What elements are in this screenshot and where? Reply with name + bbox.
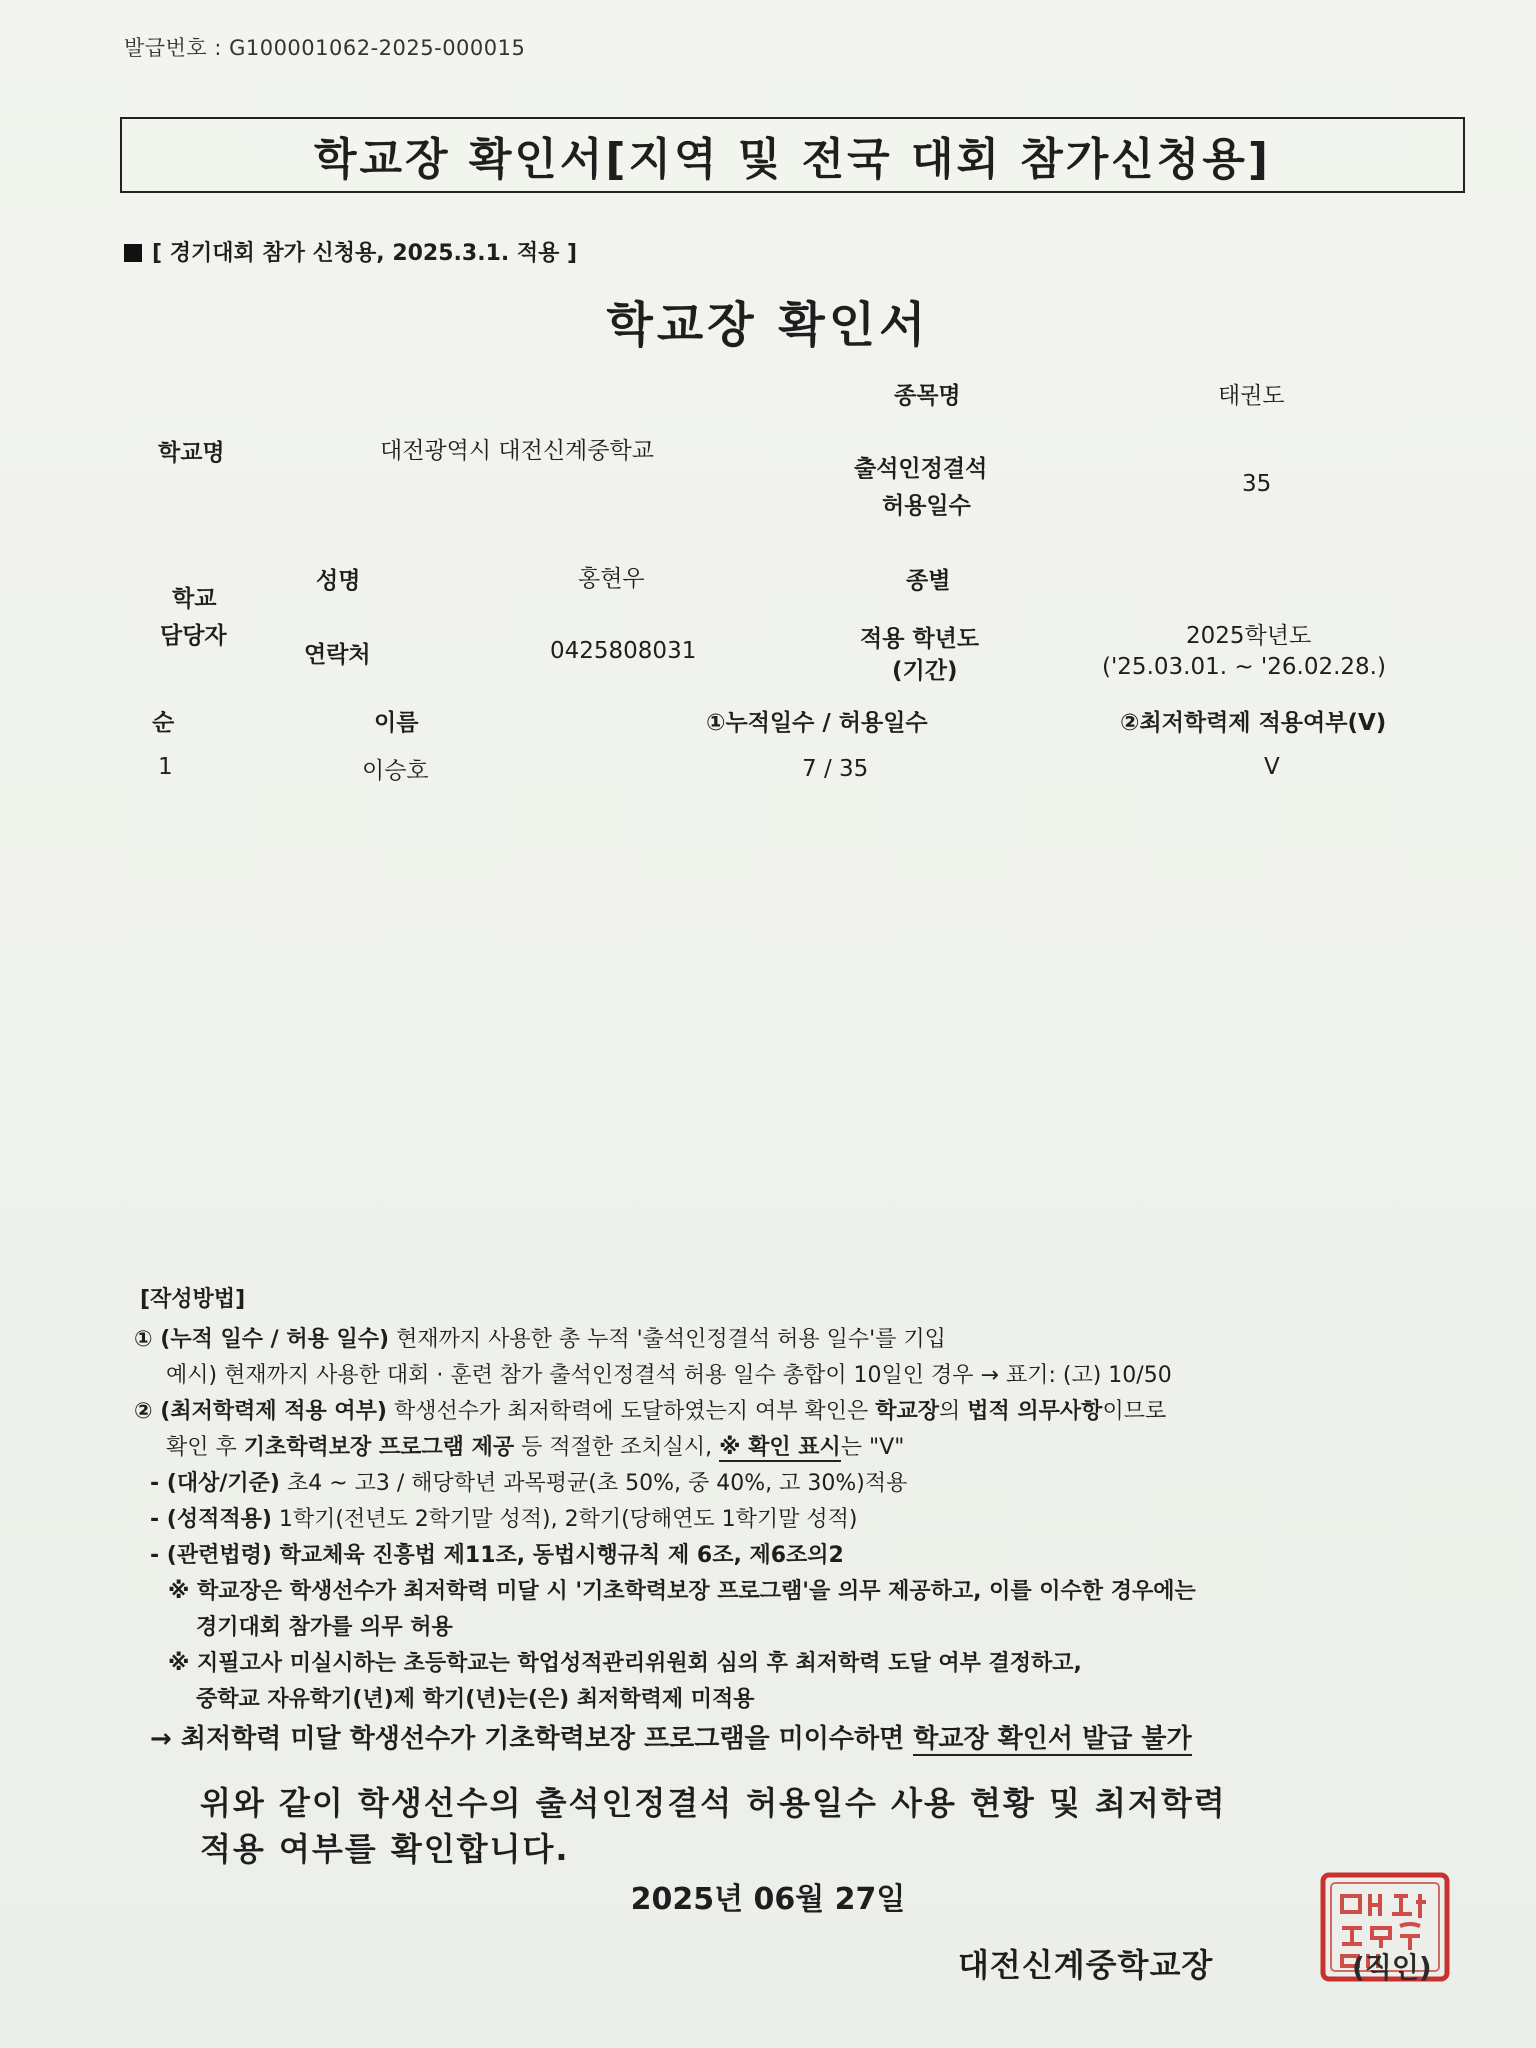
note-5-bold: - (대상/기준) [150,1471,280,1496]
year-value-1: 2025학년도 [1186,623,1312,649]
note-7-bold: - (관련법령) [150,1543,272,1568]
arrow-text: → 최저학력 미달 학생선수가 기초학력보장 프로그램을 미이수하면 [150,1724,914,1754]
row-1-name: 이승호 [362,758,429,784]
main-title: 학교장 확인서[지역 및 전국 대회 참가신청용] [314,134,1271,185]
note-6-rest: 1학기(전년도 2학기말 성적), 2학기(당해연도 1학기말 성적) [271,1507,858,1532]
sport-label: 종목명 [894,383,961,409]
note-line-8: ※ 학교장은 학생선수가 최저학력 미달 시 '기초학력보장 프로그램'을 의무 제공하고, 이를 이수한 경우에는 [168,1579,1196,1604]
note-6-bold: - (성적적용) [150,1507,272,1532]
note-3-c: 의 [939,1399,968,1424]
note-line-7 [150,1538,844,1569]
confirm-line-1: 위와 같이 학생선수의 출석인정결석 허용일수 사용 현황 및 최저학력 [200,1784,1227,1822]
absence-label-1: 출석인정결석 [854,456,988,482]
confirm-line-2: 적용 여부를 확인합니다. [200,1830,570,1868]
note-line-5 [150,1466,907,1497]
absence-value: 35 [1242,471,1272,497]
notes-title: [작성방법] [140,1287,246,1312]
contact-label: 연락처 [304,642,371,668]
main-title-box [120,117,1465,193]
note-line-10: ※ 지필고사 미실시하는 초등학교는 학업성적관리위원회 심의 후 최저학력 도달 여부 결정하고, [168,1651,1082,1676]
note-3-b: 학교장 [875,1399,940,1424]
note-1-rest: 현재까지 사용한 총 누적 '출석인정결석 허용 일수'를 기입 [389,1327,946,1352]
note-4-e: 는 "V" [840,1435,905,1460]
school-label: 학교명 [158,440,225,466]
principal-name: 대전신계중학교장 [958,1946,1214,1984]
note-4-c: 등 적절한 조치실시, [514,1435,720,1460]
issue-date: 2025년 06월 27일 [630,1882,906,1917]
document-title: 학교장 확인서 [606,297,930,353]
header-no: 순 [152,710,175,736]
name-value: 홍현우 [578,566,645,592]
seal-label: (직인) [1352,1951,1432,1984]
manager-label-2: 담당자 [160,623,227,649]
note-line-4 [166,1430,904,1461]
arrow-emphasis: 학교장 확인서 발급 불가 [913,1724,1192,1754]
note-4-b: 기초학력보장 프로그램 제공 [243,1435,515,1460]
absence-label-2: 허용일수 [882,493,971,519]
header-days: ①누적일수 / 허용일수 [706,710,928,736]
subheading [124,236,577,267]
note-line-1 [134,1322,946,1353]
row-1-check: V [1264,754,1280,780]
note-5-rest: 초4 ~ 고3 / 해당학년 과목평균(초 50%, 중 40%, 고 30%)적용 [279,1471,908,1496]
note-line-11: 중학교 자유학기(년)제 학기(년)는(은) 최저학력제 미적용 [196,1687,755,1712]
contact-value: 0425808031 [550,638,697,664]
note-4-a: 확인 후 [166,1435,244,1460]
note-4-d: ※ 확인 표시 [719,1435,841,1460]
note-3-d: 법적 의무사항 [967,1399,1103,1424]
subheading-text: [ 경기대회 참가 신청용, 2025.3.1. 적용 ] [152,241,578,266]
note-line-9: 경기대회 참가를 의무 허용 [196,1615,453,1640]
issue-number: 발급번호 : G100001062-2025-000015 [124,36,526,60]
note-arrow-line [150,1718,1192,1755]
note-3-e: 이므로 [1102,1399,1167,1424]
year-label-2: (기간) [892,658,958,684]
row-1-no: 1 [158,754,173,780]
note-7-rest: 학교체육 진흥법 제11조, 동법시행규칙 제 6조, 제6조의2 [271,1543,844,1568]
header-name: 이름 [374,710,419,736]
row-1-days: 7 / 35 [802,756,869,782]
year-value-2: ('25.03.01. ~ '26.02.28.) [1102,654,1386,680]
category-label: 종별 [906,568,951,594]
note-line-6 [150,1502,858,1533]
name-label: 성명 [316,568,361,594]
manager-label-1: 학교 [172,586,217,612]
square-bullet-icon [124,244,142,262]
note-3-a: 학생선수가 최저학력에 도달하였는지 여부 확인은 [386,1399,876,1424]
sport-value: 태권도 [1218,383,1285,409]
year-label-1: 적용 학년도 [860,626,980,652]
header-min-academic: ②최저학력제 적용여부(V) [1120,710,1387,736]
note-line-2: 예시) 현재까지 사용한 대회 · 훈련 참가 출석인정결석 허용 일수 총합이 10일인 경우 → 표기: (고) 10/50 [166,1363,1172,1388]
note-1-bold: ① (누적 일수 / 허용 일수) [134,1327,390,1352]
note-line-3 [134,1394,1166,1425]
school-value: 대전광역시 대전신계중학교 [380,438,654,464]
note-3-bold: ② (최저학력제 적용 여부) [134,1399,387,1424]
